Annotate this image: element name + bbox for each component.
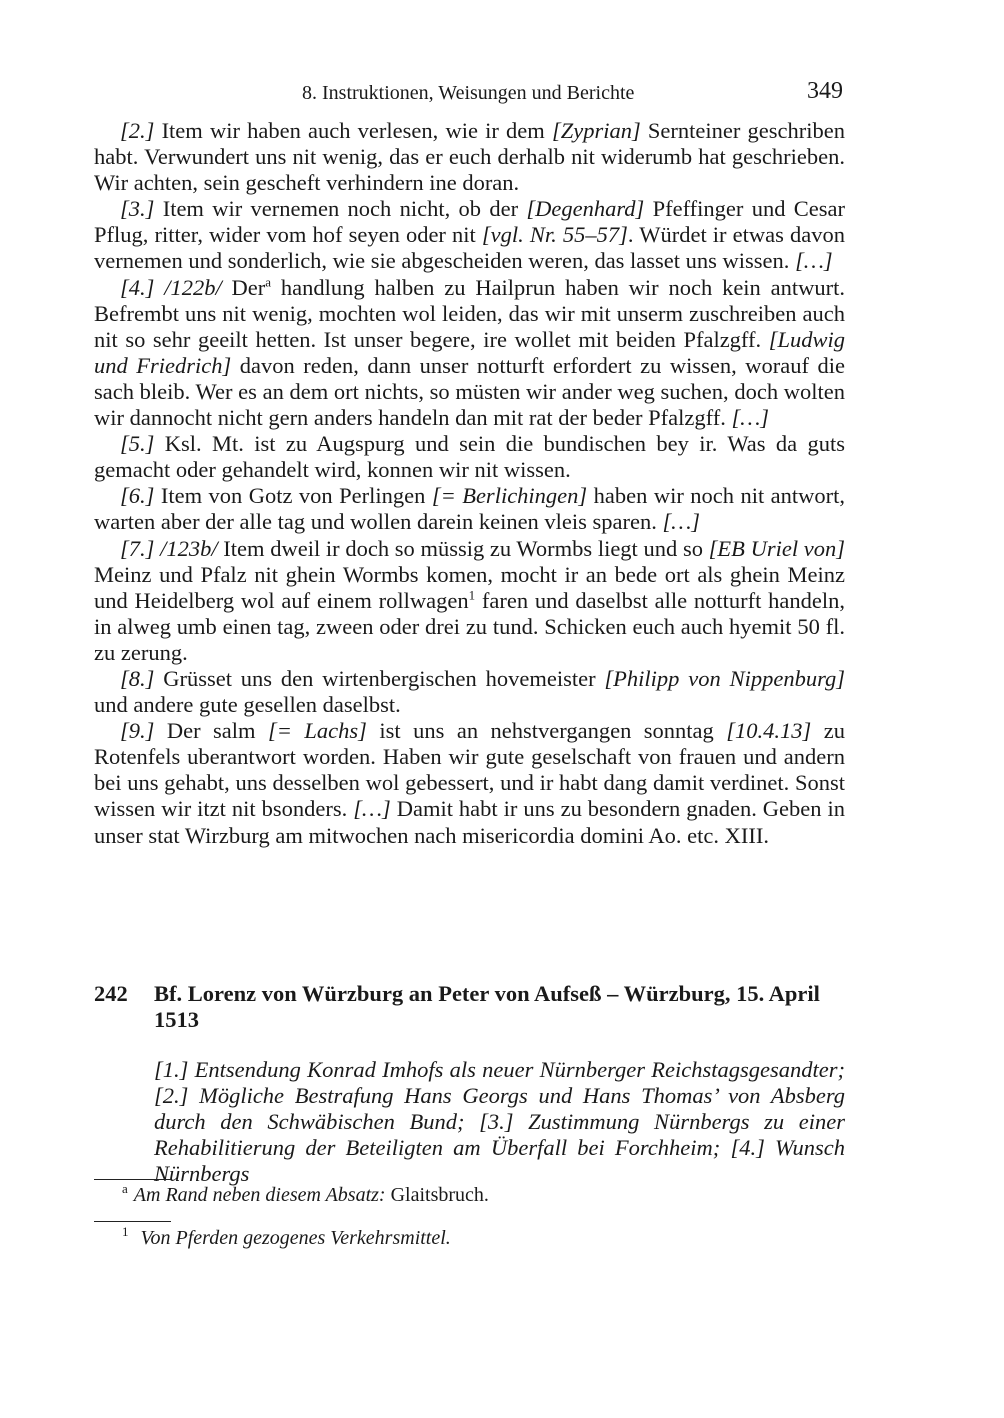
document-title: Bf. Lorenz von Würzburg an Peter von Aufseß – Würzburg, 15. April 1513 <box>154 981 820 1033</box>
text-segment: haben wir noch nit antwort, warten aber der alle tag und wollen darein keinen vleis sparen. <box>94 483 846 535</box>
document-regest <box>154 1057 845 1187</box>
footnote-1 <box>122 1226 451 1250</box>
editorial-reference: [vgl. Nr. 55–57] <box>481 222 628 248</box>
section-marker: [2.] <box>120 118 155 143</box>
paragraph-8 <box>94 666 845 718</box>
footnote-divider <box>94 1179 171 1180</box>
text-segment: und andere gute gesellen daselbst. <box>94 692 401 718</box>
document-number: 242 <box>94 981 128 1006</box>
paragraph-2 <box>94 118 845 196</box>
running-head <box>0 78 1004 108</box>
section-marker: [4.] /122b/ <box>120 274 222 300</box>
footnote-divider <box>94 1221 171 1222</box>
document-heading <box>94 981 845 1033</box>
footnote-a <box>122 1183 489 1207</box>
text-segment: Sernteiner geschriben habt. Verwundert uns nit wenig, das er euch derhalb nit widerumb hat geschrieben. Wir achten, sein gescheft verhindern ine doran. <box>94 118 845 196</box>
footnote-reference-1[interactable]: 1 <box>468 587 476 603</box>
editorial-date: [10.4.13] <box>726 718 812 744</box>
text-segment: handlung halben zu Hailprun haben wir noch kein antwurt. Befrembt uns nit wenig, mochten wol leiden, das wir mit unserm zuschreiben auch nit so sehr geeilt hetten. Ist unser begere, ire wollet mit beiden Pfalzgff. <box>94 274 845 352</box>
text-segment: Item dweil ir doch so müssig zu Wormbs liegt und so <box>217 535 709 561</box>
text-segment: Pfeffinger und Cesar Pflug, ritter, wider vom hof seyen oder nit <box>94 196 846 248</box>
footnote-italic: Am Rand neben diesem Absatz: <box>133 1184 386 1206</box>
editorial-insertion: [= Lachs] <box>268 718 367 744</box>
footnote-italic: Von Pferden gezogenes Verkehrsmittel. <box>140 1227 451 1249</box>
text-segment: Item von Gotz von Perlingen <box>154 483 432 509</box>
text-segment: Der salm <box>154 718 269 744</box>
footnote-mark: 1 <box>122 1224 129 1240</box>
editorial-insertion: [Degenhard] <box>526 196 645 222</box>
section-marker: [9.] <box>120 718 155 744</box>
section-marker: [5.] <box>120 431 155 457</box>
text-segment: Item wir haben auch verlesen, wie ir dem <box>154 118 552 143</box>
footnote-reference-a[interactable]: a <box>265 274 272 290</box>
text-segment: Damit habt ir uns zu besondern gnaden. Geben in unser stat Wirzburg am mitwochen nach misericordia domini Ao. etc. XIII. <box>94 796 845 848</box>
section-marker: [8.] <box>120 665 155 691</box>
editorial-insertion: [EB Uriel von] <box>708 535 846 561</box>
omission-marker: […] <box>731 405 770 431</box>
paragraph-4 <box>94 275 845 432</box>
section-marker: [3.] <box>120 196 155 222</box>
footnote-mark: a <box>122 1181 128 1197</box>
paragraph-7 <box>94 536 845 666</box>
text-segment: davon reden, dann unser notturft erfordert zu wissen, worauf die sach bleib. Wer es an dem ort nichts, so müsten wir ander weg suchen, doch wolten wir dannocht nicht gern anders handeln dan mit rat der beder Pfalzgff. <box>94 352 845 431</box>
paragraph-3 <box>94 196 845 274</box>
running-head-title: 8. Instruktionen, Weisungen und Berichte <box>302 82 635 104</box>
omission-marker: […] <box>662 509 701 535</box>
body-text <box>94 118 845 849</box>
text-segment: Grüsset uns den wirtenbergischen hovemeister <box>154 665 605 691</box>
page-number: 349 <box>807 78 843 104</box>
text-segment: faren und daselbst alle notturft handeln, in alweg umb einen tag, zween oder drei zu tund. Schicken euch auch hyemit 50 fl. zu zerung. <box>94 587 845 665</box>
text-segment: . Würdet ir etwas davon vernemen und sonderlich, wie sie abgescheiden weren, das lasset uns wissen. <box>94 222 845 274</box>
editorial-insertion: [= Berlichingen] <box>431 483 588 509</box>
section-marker: [6.] <box>120 483 155 509</box>
paragraph-5 <box>94 431 845 483</box>
omission-marker: […] <box>353 796 391 822</box>
text-segment: zu Rotenfels uberantwort worden. Haben wir gute geselschaft von frauen und andern bei uns gehabt, uns desselben wol gebessert, und ir habt dang damit verdinet. Sonst wissen wir itzt nit bsonders. <box>94 718 845 822</box>
text-segment: Ksl. Mt. ist zu Augspurg und sein die bundischen bey ir. Was da guts gemacht oder gehandelt wird, konnen wir nit wissen. <box>94 431 845 483</box>
text-segment: Meinz und Pfalz nit ghein Wormbs komen, mocht ir an bede ort als ghein Meinz und Heidelberg wol auf einem rollwagen <box>94 561 845 613</box>
text-segment: Der <box>221 274 266 300</box>
text-segment: Item wir vernemen noch nicht, ob der <box>154 196 527 222</box>
omission-marker: […] <box>795 248 833 274</box>
regest-text: [1.] Entsendung Konrad Imhofs als neuer Nürnberger Reichstagsgesandter; [2.] Mögliche Bestrafung Hans Georgs und Hans Thomas’ von Absberg durch den Schwäbischen Bund; [3.] Zustimmung Nürnbergs zu einer Rehabilitierung der Beteiligten am Überfall bei Forchheim; [4.] Wunsch Nürnbergs <box>154 1057 845 1187</box>
section-marker: [7.] /123b/ <box>120 535 218 561</box>
editorial-insertion: [Ludwig und Friedrich] <box>94 326 845 378</box>
editorial-insertion: [Philipp von Nippenburg] <box>604 665 845 691</box>
editorial-insertion: [Zyprian] <box>551 118 641 143</box>
footnote-text: Glaitsbruch. <box>385 1184 489 1206</box>
text-segment: ist uns an nehstvergangen sonntag <box>366 718 727 744</box>
paragraph-9 <box>94 718 845 848</box>
paragraph-6 <box>94 483 845 535</box>
